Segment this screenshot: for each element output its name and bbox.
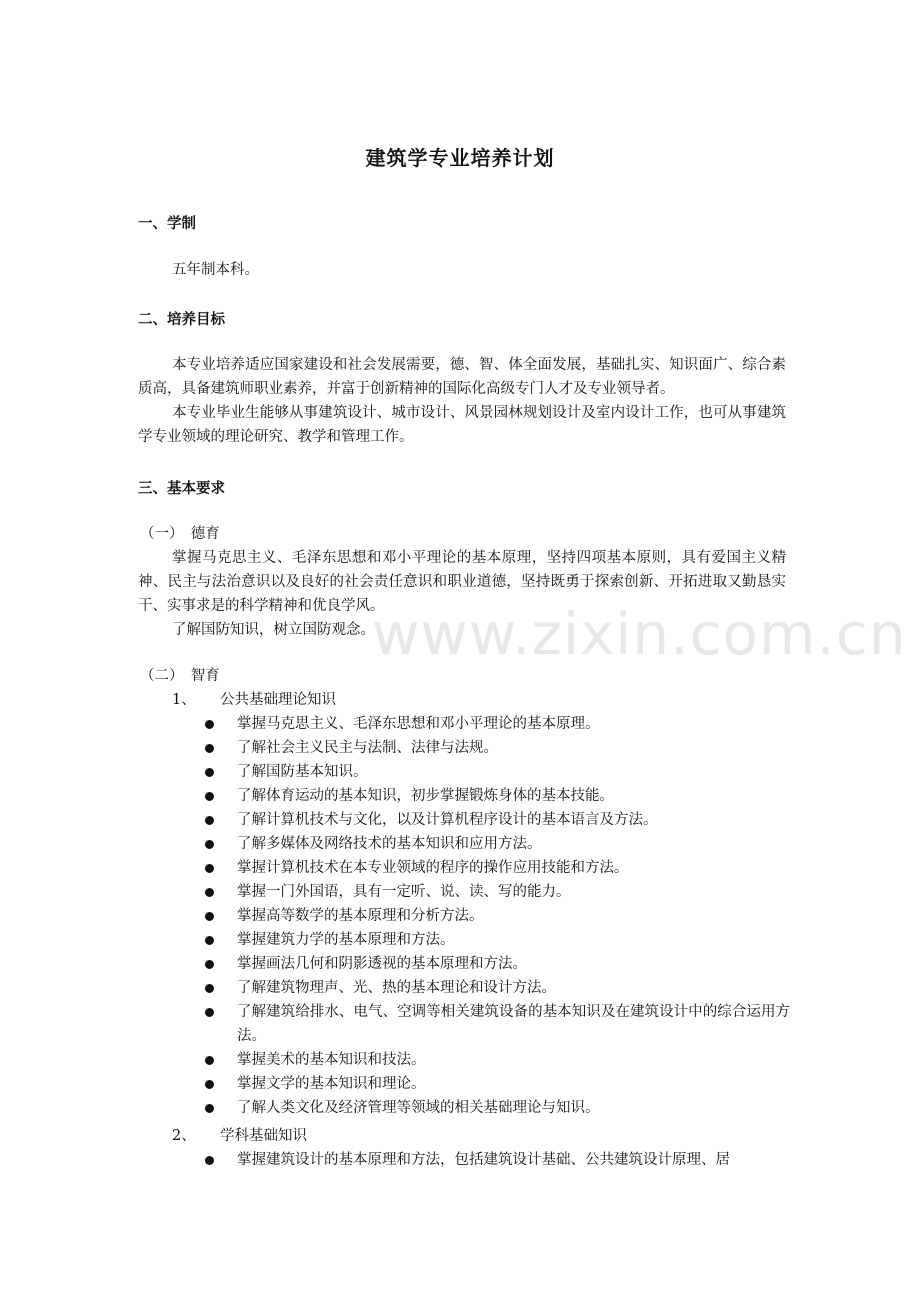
list-item: 了解建筑给排水、电气、空调等相关建筑设备的基本知识及在建筑设计中的综合运用方法。 <box>200 1000 790 1048</box>
bullet-icon <box>205 840 214 849</box>
list-item: 了解计算机技术与文化，以及计算机程序设计的基本语言及方法。 <box>200 808 790 832</box>
list-item: 掌握马克思主义、毛泽东思想和邓小平理论的基本原理。 <box>200 712 790 736</box>
section-heading-requirements: 三、基本要求 <box>138 481 225 497</box>
bullet-icon <box>205 1104 214 1113</box>
goals-paragraph-1: 本专业培养适应国家建设和社会发展需要，德、智、体全面发展，基础扎实、知识面广、综合素质高，具备建筑师职业素养，并富于创新精神的国际化高级专门人才及专业领导者。 <box>138 357 786 397</box>
moral-education-label: （一） 德育 <box>140 526 220 542</box>
discipline-basics-list <box>200 1148 790 1172</box>
list-item: 掌握计算机技术在本专业领域的程序的操作应用技能和方法。 <box>200 856 790 880</box>
bullet-icon <box>205 1056 214 1065</box>
moral-paragraph-1: 掌握马克思主义、毛泽东思想和邓小平理论的基本原理，坚持四项基本原则，具有爱国主义精神、民主与法治意识以及良好的社会责任意识和职业道德，坚持既勇于探索创新、开拓进取又勤恳实干、实事求是的科学精神和优良学风。 <box>138 550 786 614</box>
section-heading-duration: 一、学制 <box>138 216 196 232</box>
subsection-number: 1、 <box>172 692 196 708</box>
subsection-public-theory <box>172 688 336 712</box>
goals-paragraph-2: 本专业毕业生能够从事建筑设计、城市设计、风景园林规划设计及室内设计工作，也可从事建筑学专业领域的理论研究、教学和管理工作。 <box>138 405 786 445</box>
bullet-icon <box>205 936 214 945</box>
subsection-label: 公共基础理论知识 <box>220 692 336 708</box>
list-item: 掌握建筑力学的基本原理和方法。 <box>200 928 790 952</box>
subsection-discipline-basics <box>172 1124 307 1148</box>
duration-text: 五年制本科。 <box>172 262 259 278</box>
bullet-icon <box>205 1156 214 1165</box>
list-item: 了解多媒体及网络技术的基本知识和应用方法。 <box>200 832 790 856</box>
moral-paragraph-2: 了解国防知识，树立国防观念。 <box>172 622 375 638</box>
subsection-label: 学科基础知识 <box>220 1128 307 1144</box>
intellect-education-label: （二） 智育 <box>140 668 220 684</box>
list-item: 了解国防基本知识。 <box>200 760 790 784</box>
list-item: 掌握一门外国语，具有一定听、说、读、写的能力。 <box>200 880 790 904</box>
public-theory-list <box>200 712 790 1120</box>
list-item: 了解人类文化及经济管理等领域的相关基础理论与知识。 <box>200 1096 790 1120</box>
section-heading-goals: 二、培养目标 <box>138 312 225 328</box>
watermark-text: www.zixin.com.cn <box>372 600 907 668</box>
bullet-icon <box>205 768 214 777</box>
bullet-icon <box>205 864 214 873</box>
bullet-icon <box>205 1008 214 1017</box>
bullet-icon <box>205 720 214 729</box>
bullet-icon <box>205 960 214 969</box>
list-item: 掌握画法几何和阴影透视的基本原理和方法。 <box>200 952 790 976</box>
subsection-number: 2、 <box>172 1128 196 1144</box>
page-title: 建筑学专业培养计划 <box>365 146 555 170</box>
bullet-icon <box>205 744 214 753</box>
list-item: 了解建筑物理声、光、热的基本理论和设计方法。 <box>200 976 790 1000</box>
bullet-icon <box>205 912 214 921</box>
list-item: 掌握建筑设计的基本原理和方法，包括建筑设计基础、公共建筑设计原理、居 <box>200 1148 790 1172</box>
bullet-icon <box>205 888 214 897</box>
bullet-icon <box>205 792 214 801</box>
list-item: 掌握美术的基本知识和技法。 <box>200 1048 790 1072</box>
list-item: 掌握文学的基本知识和理论。 <box>200 1072 790 1096</box>
list-item: 掌握高等数学的基本原理和分析方法。 <box>200 904 790 928</box>
bullet-icon <box>205 1080 214 1089</box>
bullet-icon <box>205 984 214 993</box>
bullet-icon <box>205 816 214 825</box>
list-item: 了解社会主义民主与法制、法律与法规。 <box>200 736 790 760</box>
list-item: 了解体育运动的基本知识，初步掌握锻炼身体的基本技能。 <box>200 784 790 808</box>
